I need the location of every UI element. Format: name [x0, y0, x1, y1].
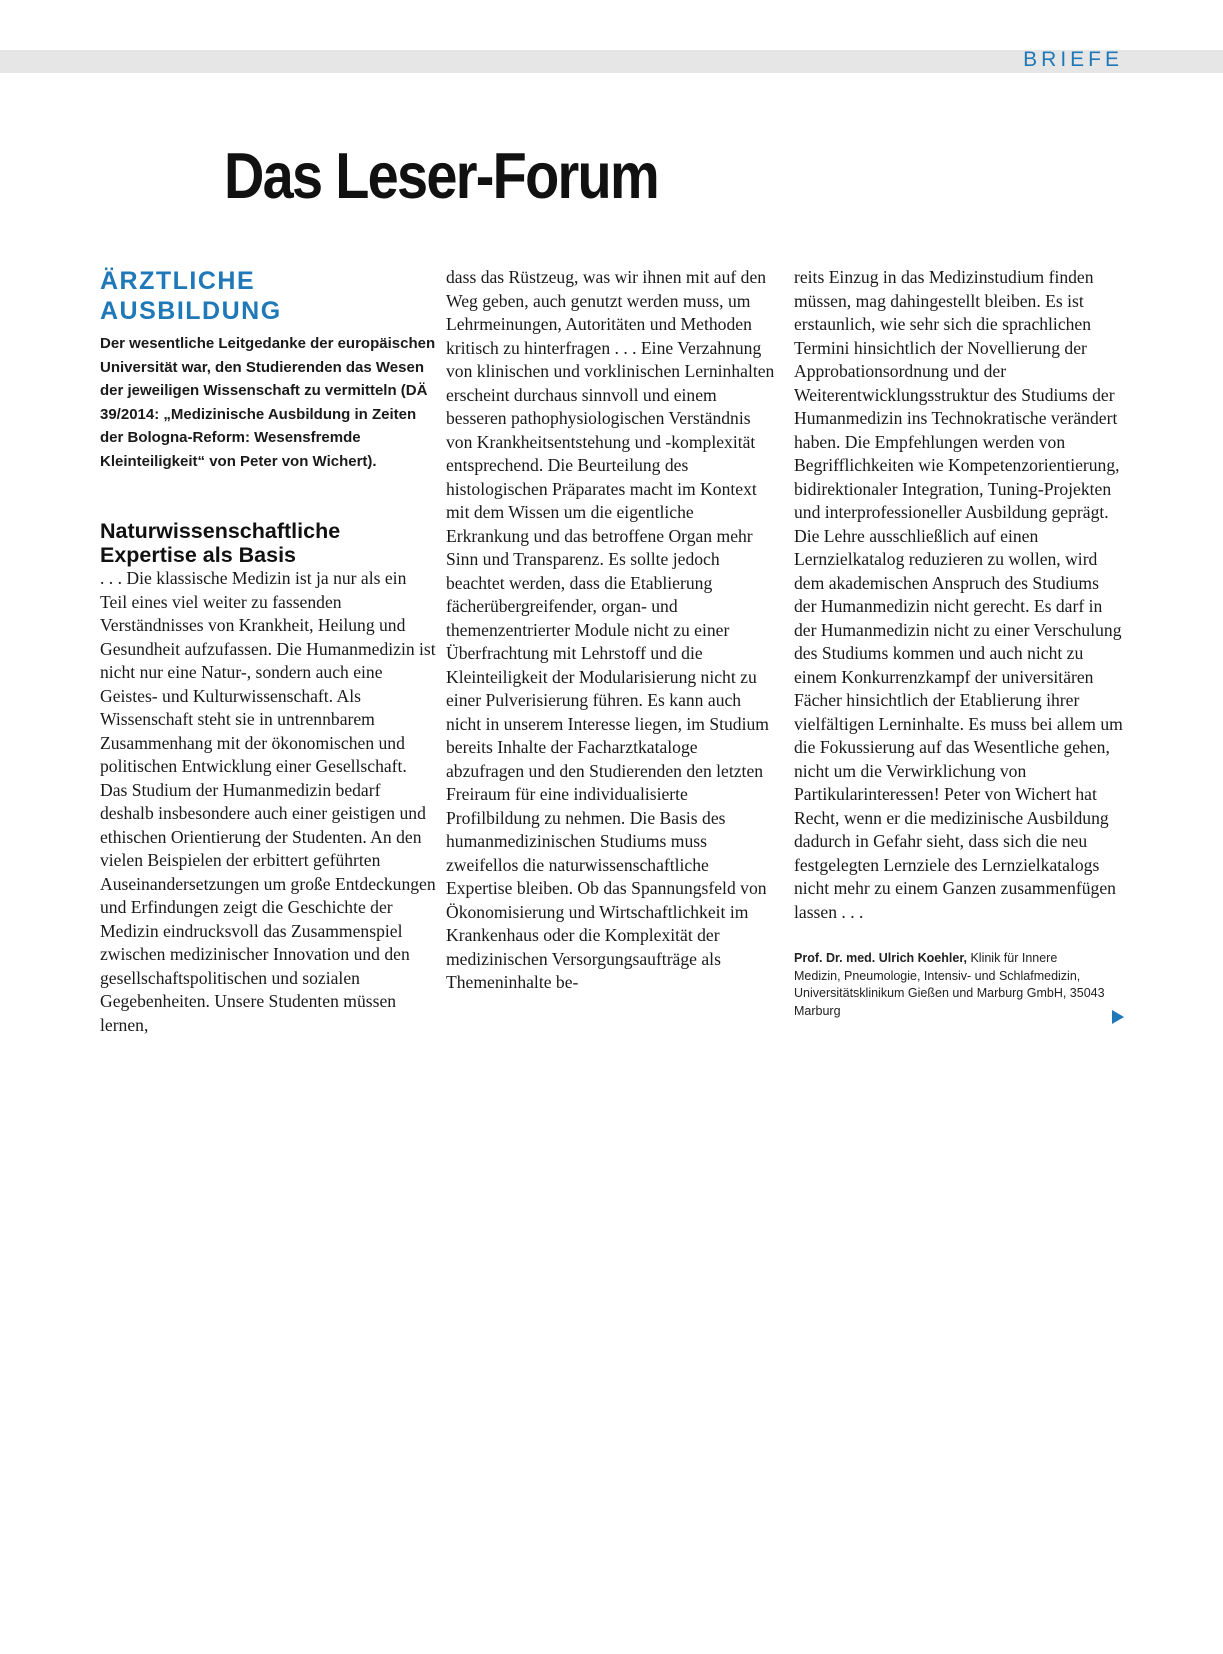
letter-topic: ÄRZTLICHE AUSBILDUNG: [100, 267, 282, 325]
author-name: Prof. Dr. med. Ulrich Koehler,: [794, 951, 967, 965]
page-title: Das Leser-Forum: [224, 139, 658, 212]
author-signature: [794, 950, 1124, 1020]
letter-body-part-2: dass das Rüstzeug, was wir ihnen mit auf den Weg geben, auch genutzt werden muss, um Lehrmeinungen, Autoritäten und Methoden kritisch zu hinterfragen . . . Eine Verzahnung von klinischen und vorklinischen Lerninhalten erscheint durchaus sinnvoll und einem besseren pathophysiologischen Verständnis von Krankheitsentstehung und -komplexität entsprechend. Die Beurteilung des histologischen Präparates macht im Kontext mit dem Wissen um die eigentliche Erkrankung und das betroffene Organ mehr Sinn und Transparenz. Es sollte jedoch beachtet werden, dass die Etablierung fächerübergreifender, organ- und themenzentrierter Module nicht zu einer Überfrachtung mit Lehrstoff und die Kleinteiligkeit der Modularisierung nicht zu einer Pulverisierung führen. Es kann auch nicht in unserem Interesse liegen, im Studium bereits Inhalte der Facharztkataloge abzufragen und den Studierenden den letzten Freiraum für eine individualisierte Profilbildung zu nehmen. Die Basis des humanmedizinischen Studiums muss zweifellos die naturwissenschaftliche Expertise bleiben. Ob das Spannungsfeld von Ökonomisierung und Wirtschaftlichkeit im Krankenhaus oder die Komplexität der medizinischen Versorgungsaufträge als Themeninhalte be-: [446, 267, 775, 992]
column-1: [100, 266, 436, 1037]
author-affiliation: Klinik für Innere Medizin, Pneumologie, Intensiv- und Schlafmedizin, Universitätsklinikum Gießen und Marburg GmbH, 35043 Marburg: [794, 951, 1105, 1018]
column-3: [794, 266, 1124, 1020]
letter-intro: Der wesentliche Leitgedanke der europäischen Universität war, den Studierenden das Wesen der jeweiligen Wissenschaft zu vermitteln (DÄ 39/2014: „Medizinische Ausbildung in Zeiten der Bologna-Reform: Wesensfremde Kleinteiligkeit“ von Peter von Wichert).: [100, 335, 436, 470]
column-2: [446, 266, 776, 995]
section-label: BRIEFE: [1023, 48, 1123, 71]
right-arrow-icon: [1112, 1010, 1124, 1024]
letter-headline: Naturwissenschaftliche Expertise als Basis: [100, 519, 341, 567]
letter-body-part-1: . . . Die klassische Medizin ist ja nur als ein Teil eines viel weiter zu fassenden Verständnisses von Krankheit, Heilung und Gesundheit aufzufassen. Die Humanmedizin ist nicht nur eine Natur-, sondern auch eine Geistes- und Kulturwissenschaft. Als Wissenschaft steht sie in untrennbarem Zusammenhang mit der ökonomischen und politischen Entwicklung einer Gesellschaft. Das Studium der Humanmedizin bedarf deshalb insbesondere auch einer geistigen und ethischen Orientierung der Studenten. An den vielen Beispielen der erbittert geführten Auseinandersetzungen um große Entdeckungen und Erfindungen zeigt die Geschichte der Medizin eindrucksvoll das Zusammenspiel zwischen medizinischer Innovation und den gesellschaftspolitischen und sozialen Gegebenheiten. Unsere Studenten müssen lernen,: [100, 568, 436, 1035]
letter-body-part-3: reits Einzug in das Medizinstudium finden müssen, mag dahingestellt bleiben. Es ist erstaunlich, wie sehr sich die sprachlichen Termini hinsichtlich der Novellierung der Approbationsordnung und der Weiterentwicklungsstruktur des Studiums der Humanmedizin ins Technokratische verändert haben. Die Empfehlungen werden von Begrifflichkeiten wie Kompetenzorientierung, bidirektionaler Integration, Tuning-Projekten und interprofessioneller Ausbildung geprägt. Die Lehre ausschließlich auf einen Lernzielkatalog reduzieren zu wollen, wird dem akademischen Anspruch des Studiums der Humanmedizin nicht gerecht. Es darf in der Humanmedizin nicht zu einer Verschulung des Studiums kommen und auch nicht zu einem Konkurrenzkampf der universitären Fächer hinsichtlich der Etablierung ihrer vielfältigen Lerninhalte. Es muss bei allem um die Fokussierung auf das Wesentliche gehen, nicht um die Verwirklichung von Partikularinteressen! Peter von Wichert hat Recht, wenn er die medizinische Ausbildung dadurch in Gefahr sieht, dass sich die neu festgelegten Lernziele des Lernzielkatalogs nicht mehr zu einem Ganzen zusammenfügen lassen . . .: [794, 267, 1123, 922]
